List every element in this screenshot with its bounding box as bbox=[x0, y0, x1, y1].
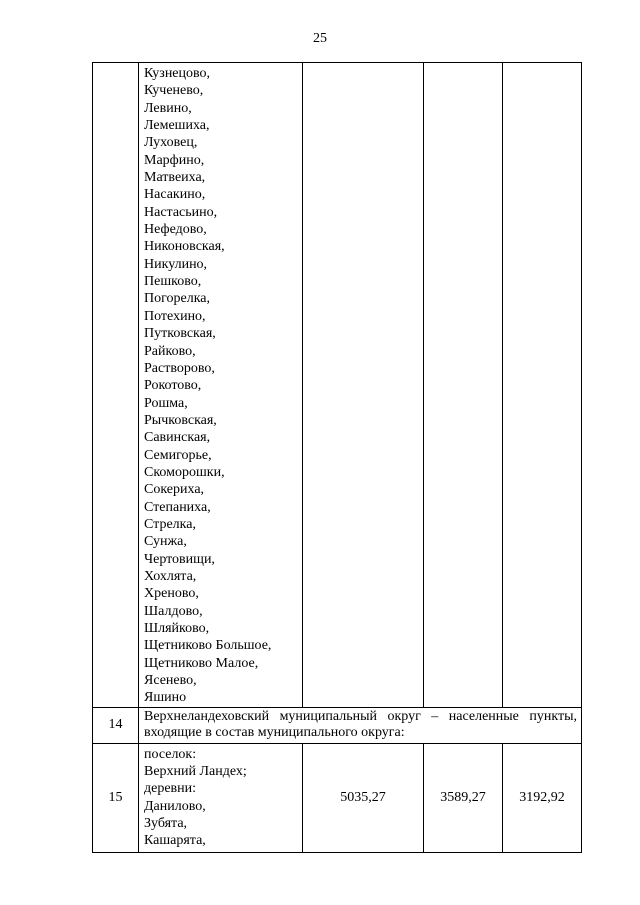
settlement-name: поселок: bbox=[144, 746, 197, 762]
settlement-name: Щетниково Большое, bbox=[144, 638, 272, 654]
settlement-name: Райково, bbox=[144, 343, 196, 359]
settlement-name: Луховец, bbox=[144, 135, 198, 151]
settlement-name: Матвеиха, bbox=[144, 170, 206, 186]
settlement-name: Настасьино, bbox=[144, 204, 218, 220]
district-heading-cell bbox=[139, 707, 582, 743]
settlement-list bbox=[139, 63, 302, 707]
settlement-name: Семигорье, bbox=[144, 447, 212, 463]
settlement-name: Ясенево, bbox=[144, 673, 197, 689]
settlement-name: Кученево, bbox=[144, 83, 204, 99]
settlement-name: Потехино, bbox=[144, 308, 206, 324]
settlement-name: Данилово, bbox=[144, 798, 206, 814]
settlement-name: Погорелка, bbox=[144, 291, 211, 307]
row-number: 14 bbox=[93, 707, 139, 743]
settlement-name: Хреново, bbox=[144, 586, 199, 602]
value-cell-3 bbox=[503, 63, 582, 708]
row-number-cell bbox=[93, 63, 139, 708]
settlement-name: Шляйково, bbox=[144, 621, 210, 636]
settlement-name: Кузнецово, bbox=[144, 66, 211, 81]
settlement-name: Степаниха, bbox=[144, 499, 211, 515]
settlement-name: Пешково, bbox=[144, 274, 202, 290]
settlement-name: Скоморошки, bbox=[144, 464, 225, 480]
value-cell-1: 5035,27 bbox=[303, 743, 424, 852]
settlement-name: Рычковская, bbox=[144, 412, 217, 428]
settlement-name: деревни: bbox=[144, 781, 197, 797]
tariff-table bbox=[92, 62, 582, 853]
settlement-name: Никоновская, bbox=[144, 239, 225, 255]
settlement-name: Щетниково Малое, bbox=[144, 655, 259, 671]
settlement-name: Сунжа, bbox=[144, 534, 187, 550]
value-cell-3: 3192,92 bbox=[503, 743, 582, 852]
settlement-name: Марфино, bbox=[144, 152, 205, 168]
settlement-name: Нефедово, bbox=[144, 222, 207, 238]
settlement-name: Верхний Ландех; bbox=[144, 764, 247, 780]
settlement-name: Никулино, bbox=[144, 256, 208, 272]
page-number: 25 bbox=[313, 31, 327, 46]
settlement-name: Яшино bbox=[144, 690, 187, 706]
settlement-list bbox=[139, 744, 302, 852]
settlement-name: Зубята, bbox=[144, 816, 188, 832]
table-row-14 bbox=[93, 707, 582, 743]
value-cell-2 bbox=[424, 63, 503, 708]
settlement-name: Хохлята, bbox=[144, 568, 197, 584]
settlement-name: Путковская, bbox=[144, 326, 216, 342]
value-cell-1 bbox=[303, 63, 424, 708]
settlement-name: Рокотово, bbox=[144, 378, 202, 394]
settlement-name: Чертовищи, bbox=[144, 551, 215, 567]
district-heading: Верхнеландеховский муниципальный округ – населенные пункты, входящие в состав муниципального округа: bbox=[144, 708, 577, 740]
settlement-name: Лемешиха, bbox=[144, 118, 210, 134]
settlement-name: Рошма, bbox=[144, 395, 188, 411]
settlement-name: Сокериха, bbox=[144, 482, 205, 498]
value-cell-2: 3589,27 bbox=[424, 743, 503, 852]
row-number: 15 bbox=[93, 743, 139, 852]
settlement-name: Растворово, bbox=[144, 360, 215, 376]
settlement-name: Кашарята, bbox=[144, 833, 206, 849]
settlement-name: Левино, bbox=[144, 100, 192, 116]
settlement-name: Насакино, bbox=[144, 187, 206, 203]
settlement-name: Шалдово, bbox=[144, 603, 203, 619]
settlement-name: Савинская, bbox=[144, 430, 211, 446]
table-row-continuation bbox=[93, 63, 582, 708]
settlement-name: Стрелка, bbox=[144, 516, 196, 532]
settlement-list-cell bbox=[139, 63, 303, 708]
table-row-15 bbox=[93, 743, 582, 852]
settlement-list-cell bbox=[139, 743, 303, 852]
